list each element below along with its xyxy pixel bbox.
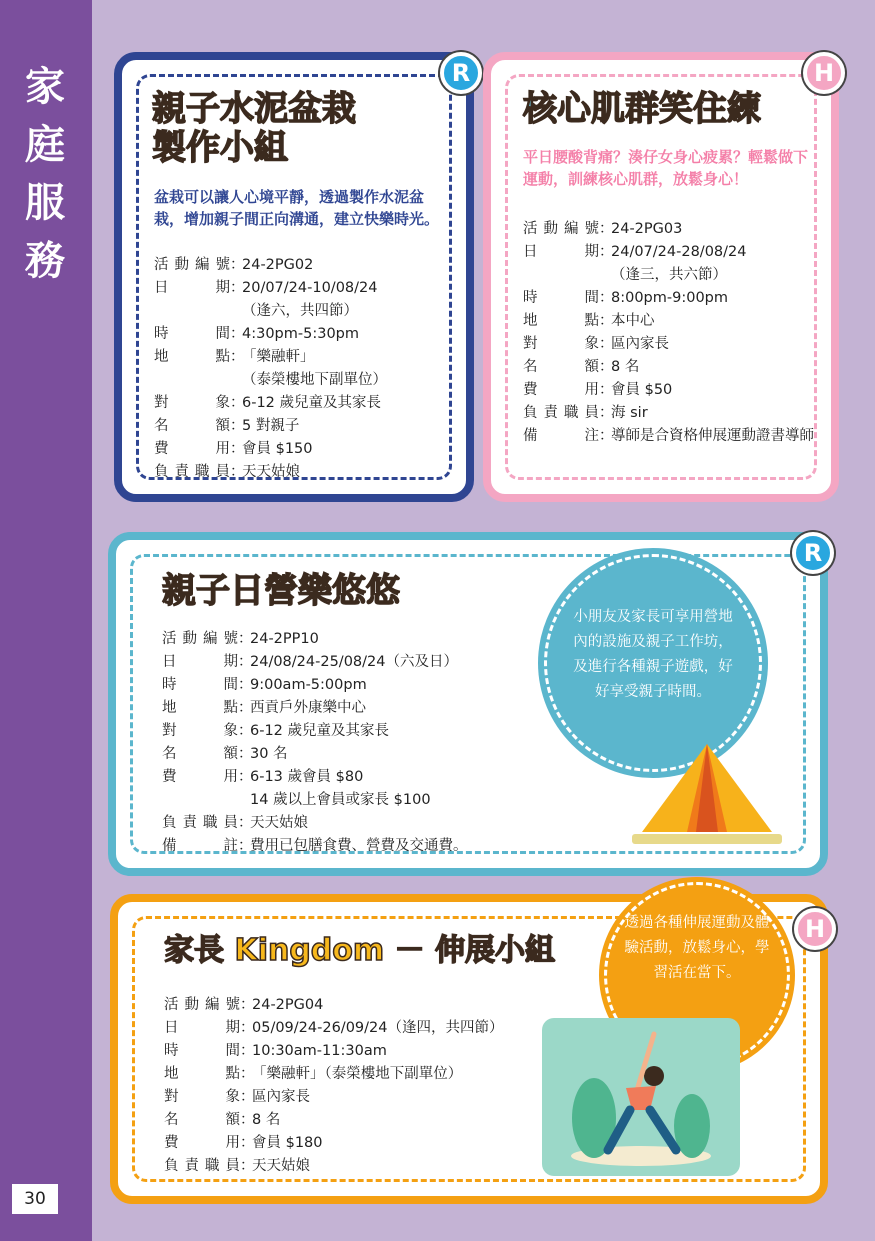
detail-row: 地點 ： 本中心: [523, 310, 819, 333]
section-title: [0, 58, 92, 290]
detail-label: 地點: [164, 1066, 240, 1082]
detail-row: 日期 ： 20/07/24-10/08/24: [154, 277, 454, 300]
detail-value: 30 名: [250, 746, 288, 762]
detail-value: 費用已包膳食費、營費及交通費。: [250, 838, 468, 854]
detail-value: 05/09/24-26/09/24（逢四，共四節）: [252, 1020, 504, 1036]
detail-label: 地點: [154, 349, 230, 365]
detail-row: 日期 ： 24/07/24-28/08/24: [523, 241, 819, 264]
activity-details: [164, 994, 564, 1178]
activity-details: [162, 628, 562, 858]
detail-label: 時間: [154, 326, 230, 342]
detail-label: 活動編號: [523, 221, 599, 237]
detail-value: 本中心: [611, 313, 655, 329]
activity-card-stretching: [110, 894, 828, 1204]
info-bubble-text: 小朋友及家長可享用營地內的設施及親子工作坊，及進行各種親子遊戲，好好享受親子時間。: [573, 609, 733, 700]
detail-label: 對象: [164, 1089, 240, 1105]
detail-value: 西貢戶外康樂中心: [250, 700, 366, 716]
detail-row: [154, 300, 454, 323]
tent-icon: [632, 736, 782, 856]
activity-title: [164, 934, 555, 969]
detail-label: 負責職員: [162, 815, 238, 831]
detail-label: 活動編號: [154, 257, 230, 273]
section-title-char: 服: [25, 180, 67, 226]
section-title-char: 家: [25, 64, 67, 110]
detail-row: 名額 ： 8 名: [164, 1109, 564, 1132]
detail-row: 地點 ： 「樂融軒」: [154, 346, 454, 369]
page-number: 30: [12, 1184, 58, 1214]
detail-label: 名額: [162, 746, 238, 762]
detail-value: 14 歲以上會員或家長 $100: [250, 792, 431, 808]
yoga-illustration-icon: [542, 1018, 740, 1176]
detail-label: 對象: [162, 723, 238, 739]
detail-value: 天天姑娘: [242, 464, 300, 480]
detail-label: 地點: [162, 700, 238, 716]
activity-title: [523, 90, 761, 129]
detail-value: 24-2PG04: [252, 997, 324, 1013]
title-line: 核心肌群笑住練: [523, 89, 761, 129]
detail-label: 日期: [162, 654, 238, 670]
detail-value: 24-2PG03: [611, 221, 683, 237]
detail-row: 活動編號 ： 24-2PG03: [523, 218, 819, 241]
detail-value: 6-12 歲兒童及其家長: [250, 723, 390, 739]
detail-value: 4:30pm-5:30pm: [242, 326, 360, 342]
activity-details: [523, 218, 819, 448]
detail-row: 備註 ： 費用已包膳食費、營費及交通費。: [162, 835, 562, 858]
detail-row: 日期 ： 05/09/24-26/09/24（逢四，共四節）: [164, 1017, 564, 1040]
detail-value: 會員 $50: [611, 382, 673, 398]
detail-value: 區內家長: [252, 1089, 310, 1105]
detail-label: [154, 300, 230, 323]
detail-value: 20/07/24-10/08/24: [242, 280, 378, 296]
detail-value: 24-2PG02: [242, 257, 314, 273]
detail-row: 費用 ： 會員 $150: [154, 438, 454, 461]
badge-h-icon: H: [803, 52, 845, 94]
detail-value: 導師是合資格伸展運動證書導師: [611, 428, 814, 444]
detail-row: 地點 ： 「樂融軒」（泰榮樓地下副單位）: [164, 1063, 564, 1086]
detail-row: 名額 ： 30 名: [162, 743, 562, 766]
detail-row: 活動編號 ： 24-2PG04: [164, 994, 564, 1017]
detail-row: 日期 ： 24/08/24-25/08/24（六及日）: [162, 651, 562, 674]
detail-row: [523, 264, 819, 287]
detail-row: 對象 ： 區內家長: [523, 333, 819, 356]
title-line: 親子水泥盆栽: [152, 89, 356, 129]
info-bubble-text: 透過各種伸展運動及體驗活動，放鬆身心，學習活在當下。: [624, 915, 770, 981]
detail-value: 會員 $150: [242, 441, 313, 457]
detail-row: 時間 ： 4:30pm-5:30pm: [154, 323, 454, 346]
detail-value: 24-2PP10: [250, 631, 319, 647]
detail-label: 時間: [523, 290, 599, 306]
detail-row: 對象 ： 6-12 歲兒童及其家長: [154, 392, 454, 415]
badge-r-icon: R: [440, 52, 482, 94]
detail-label: [162, 789, 238, 812]
detail-row: [162, 789, 562, 812]
detail-label: 活動編號: [162, 631, 238, 647]
detail-value: （逢三，共六節）: [611, 267, 727, 283]
detail-label: 時間: [162, 677, 238, 693]
detail-label: 地點: [523, 313, 599, 329]
detail-row: 負責職員 ： 天天姑娘: [164, 1155, 564, 1178]
detail-row: 活動編號 ： 24-2PP10: [162, 628, 562, 651]
detail-row: 時間 ： 9:00am-5:00pm: [162, 674, 562, 697]
title-line: 製作小組: [152, 128, 288, 169]
badge-r-icon: R: [792, 532, 834, 574]
detail-value: 8 名: [611, 359, 640, 375]
detail-row: 時間 ： 8:00pm-9:00pm: [523, 287, 819, 310]
detail-label: 名額: [154, 418, 230, 434]
detail-label: [523, 264, 599, 287]
detail-value: 8:00pm-9:00pm: [611, 290, 729, 306]
detail-value: 「樂融軒」: [242, 349, 315, 365]
detail-row: [154, 369, 454, 392]
detail-label: 費用: [154, 441, 230, 457]
detail-row: 名額 ： 5 對親子: [154, 415, 454, 438]
detail-row: 費用 ： 會員 $180: [164, 1132, 564, 1155]
detail-value: 會員 $180: [252, 1135, 323, 1151]
detail-label: 對象: [154, 395, 230, 411]
detail-value: 8 名: [252, 1112, 281, 1128]
detail-row: 負責職員 ： 天天姑娘: [162, 812, 562, 835]
detail-label: 費用: [523, 382, 599, 398]
detail-row: 負責職員 ： 海 sir: [523, 402, 819, 425]
activity-intro: 平日腰酸背痛？湊仔女身心疲累？輕鬆做下運動，訓練核心肌群，放鬆身心！: [523, 148, 809, 188]
detail-value: 6-12 歲兒童及其家長: [242, 395, 382, 411]
activity-title: [152, 90, 356, 168]
detail-value: （逢六，共四節）: [242, 303, 358, 319]
detail-label: 對象: [523, 336, 599, 352]
detail-row: 負責職員 ： 天天姑娘: [154, 461, 454, 484]
detail-value: 天天姑娘: [250, 815, 308, 831]
activity-intro: 盆栽可以讓人心境平靜，透過製作水泥盆栽，增加親子間正向溝通，建立快樂時光。: [154, 188, 440, 228]
section-title-char: 務: [25, 238, 67, 284]
detail-value: 6-13 歲會員 $80: [250, 769, 364, 785]
detail-label: 備註: [162, 838, 238, 854]
detail-label: 費用: [164, 1135, 240, 1151]
detail-row: 費用 ： 6-13 歲會員 $80: [162, 766, 562, 789]
detail-row: 地點 ： 西貢戶外康樂中心: [162, 697, 562, 720]
detail-label: 日期: [164, 1020, 240, 1036]
detail-label: 名額: [164, 1112, 240, 1128]
detail-value: 24/08/24-25/08/24（六及日）: [250, 654, 458, 670]
detail-label: 負責職員: [154, 464, 230, 480]
activity-card-core-training: [483, 52, 839, 502]
detail-value: 9:00am-5:00pm: [250, 677, 367, 693]
detail-row: 費用 ： 會員 $50: [523, 379, 819, 402]
detail-label: 時間: [164, 1043, 240, 1059]
activity-card-cement-bonsai: [114, 52, 474, 502]
detail-value: 「樂融軒」（泰榮樓地下副單位）: [252, 1066, 463, 1082]
activity-details: [154, 254, 454, 484]
detail-label: 日期: [523, 244, 599, 260]
detail-value: （泰榮樓地下副單位）: [242, 372, 387, 388]
detail-label: 負責職員: [523, 405, 599, 421]
detail-label: 日期: [154, 280, 230, 296]
detail-value: 5 對親子: [242, 418, 300, 434]
detail-label: 備注: [523, 428, 599, 444]
detail-value: 天天姑娘: [252, 1158, 310, 1174]
detail-row: 備注 ： 導師是合資格伸展運動證書導師: [523, 425, 819, 448]
detail-row: 時間 ： 10:30am-11:30am: [164, 1040, 564, 1063]
detail-row: 對象 ： 區內家長: [164, 1086, 564, 1109]
detail-label: 名額: [523, 359, 599, 375]
detail-label: [154, 369, 230, 392]
badge-h-icon: H: [794, 908, 836, 950]
detail-row: 對象 ： 6-12 歲兒童及其家長: [162, 720, 562, 743]
detail-value: 24/07/24-28/08/24: [611, 244, 747, 260]
detail-label: 活動編號: [164, 997, 240, 1013]
detail-row: 活動編號 ： 24-2PG02: [154, 254, 454, 277]
detail-value: 10:30am-11:30am: [252, 1043, 387, 1059]
title-line: 家長 Kingdom － 伸展小組: [164, 933, 556, 968]
detail-label: 費用: [162, 769, 238, 785]
title-line: 親子日營樂悠悠: [162, 571, 400, 611]
activity-card-day-camp: [108, 532, 828, 876]
section-title-char: 庭: [25, 122, 67, 168]
detail-row: 名額 ： 8 名: [523, 356, 819, 379]
detail-label: 負責職員: [164, 1158, 240, 1174]
detail-value: 海 sir: [611, 405, 648, 421]
activity-title: [162, 572, 400, 611]
detail-value: 區內家長: [611, 336, 669, 352]
